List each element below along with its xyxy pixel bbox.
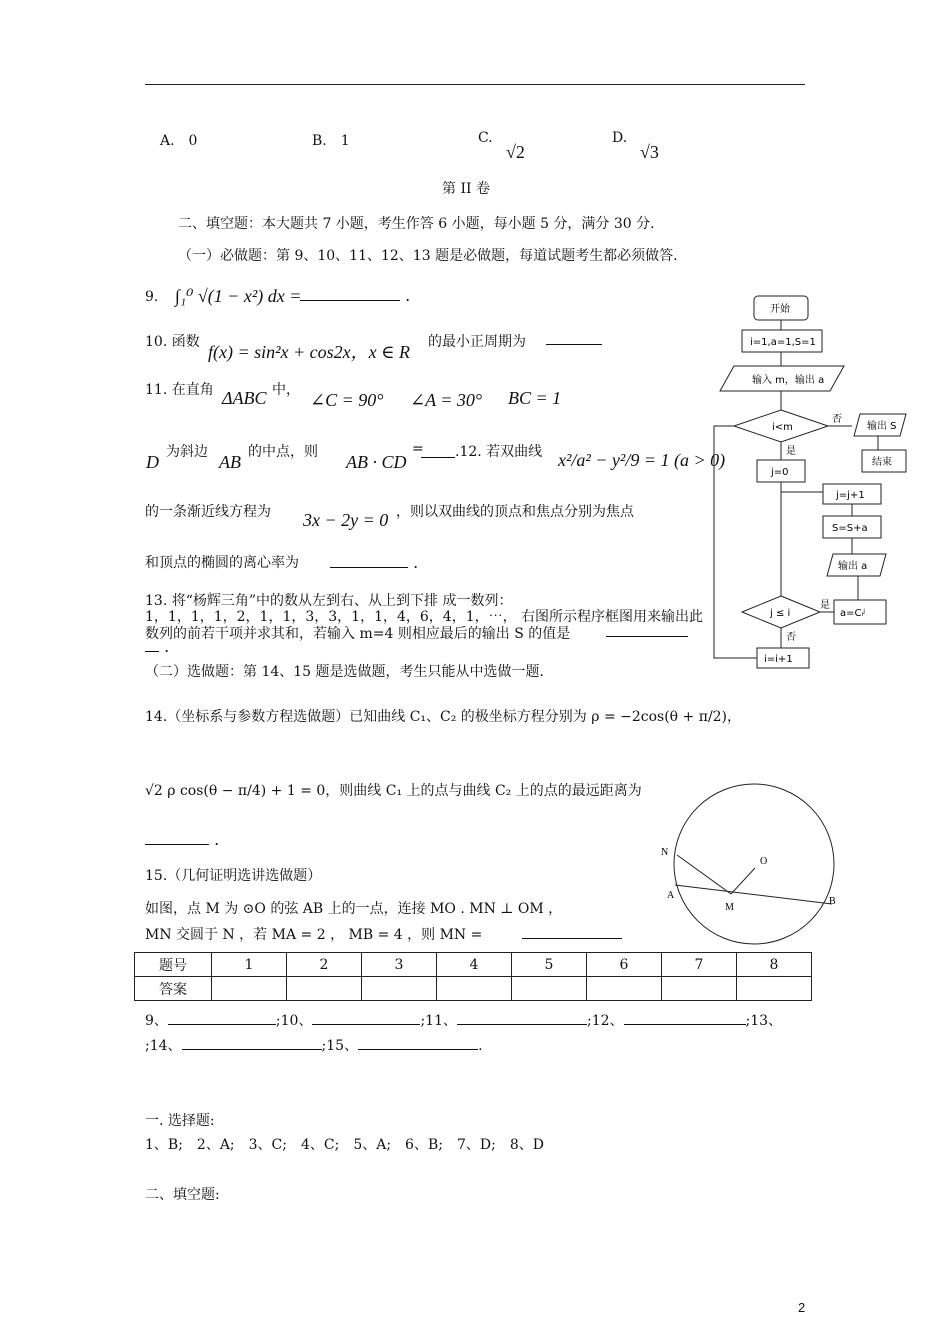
- choice-d-value: √3: [640, 142, 659, 162]
- label-n: N: [661, 847, 669, 858]
- chord-ab: [675, 885, 832, 904]
- fc-assign: a=Cᵢʲ: [840, 608, 866, 619]
- answer-cell[interactable]: [287, 977, 362, 1001]
- table-col: 8: [737, 953, 812, 977]
- q15-title: 15.（几何证明选讲选做题）: [145, 868, 322, 884]
- circle-diagram: [655, 780, 855, 950]
- q15-line2: MN 交圆于 N ，若 MA = 2 ， MB = 4 ，则 MN =: [145, 927, 483, 943]
- choice-b: B. 1: [312, 133, 350, 149]
- q11-blank: [421, 443, 455, 462]
- choice-c-value: √2: [506, 142, 525, 162]
- fc-init: i=1,a=1,S=1: [750, 337, 816, 348]
- q12-blank: .: [330, 553, 418, 572]
- q11-angle-a: ∠A = 30°: [410, 390, 483, 410]
- q11-vector: AB · CD: [346, 452, 407, 472]
- q11-ab: AB: [219, 452, 241, 472]
- q11-triangle: ΔABC: [222, 388, 267, 408]
- q15-blank: [522, 924, 622, 943]
- answer-cell[interactable]: [737, 977, 812, 1001]
- answer-table: [134, 952, 812, 1001]
- answer-cell[interactable]: [437, 977, 512, 1001]
- q9-number: 9.: [145, 289, 159, 305]
- answer-cell[interactable]: [587, 977, 662, 1001]
- answers-list: 1、B; 2、A; 3、C; 4、C; 5、A; 6、B; 7、D; 8、D: [145, 1137, 544, 1153]
- q11-d: D: [146, 452, 159, 472]
- choice-d-label: D.: [612, 130, 628, 146]
- q12-asymptote: 3x − 2y = 0: [303, 510, 389, 530]
- table-answer-row: [135, 977, 812, 1001]
- fc-out-a: 输出 a: [838, 561, 868, 572]
- fill-line-2: ;14、 ;15、 .: [145, 1035, 483, 1055]
- fc-no-2: 否: [786, 632, 796, 643]
- fc-input: 输入 m，输出 a: [752, 375, 825, 386]
- table-col: 1: [212, 953, 287, 977]
- fc-yes-2: 是: [820, 600, 830, 611]
- q14-line2: √2 ρ cos(θ − π/4) + 1 = 0，则曲线 C₁ 上的点与曲线 C₂ 上的点的最远距离为: [145, 783, 642, 799]
- fc-out-s: 输出 S: [867, 421, 897, 432]
- q11-mid: 中，: [272, 382, 300, 398]
- label-a: A: [667, 890, 675, 901]
- q12-prefix: .12. 若双曲线: [455, 444, 543, 460]
- q11-prefix: 11. 在直角: [145, 382, 214, 398]
- page-number: 2: [798, 1300, 806, 1315]
- table-col: 4: [437, 953, 512, 977]
- q12-text-c: 和顶点的椭圆的离心率为: [145, 555, 299, 571]
- choice-c-label: C.: [478, 130, 493, 146]
- table-header-row: [135, 953, 812, 977]
- segment-mo: [731, 868, 755, 894]
- fc-no-1: 否: [832, 414, 842, 425]
- fc-sum: S=S+a: [832, 523, 868, 534]
- fc-cond1: i<m: [772, 422, 793, 433]
- table-header-label: 题号: [135, 953, 212, 977]
- q9-expr: ∫₁⁰ √(1 − x²) dx =: [175, 286, 302, 306]
- top-rule: [145, 84, 805, 85]
- fc-iinc: i=i+1: [764, 654, 793, 665]
- q13-line1: 13. 将“杨辉三角”中的数从左到右、从上到下排 成一数列：: [145, 593, 513, 609]
- answer-cell[interactable]: [512, 977, 587, 1001]
- q11-eq: =: [412, 441, 424, 457]
- q10-expr: f(x) = sin²x + cos2x，x ∈ R: [208, 342, 410, 362]
- label-b: B: [829, 896, 836, 907]
- fc-jinc: j=j+1: [836, 490, 865, 501]
- fc-end: 结束: [872, 457, 892, 468]
- q9-blank: .: [300, 286, 410, 305]
- answer-cell[interactable]: [662, 977, 737, 1001]
- table-col: 3: [362, 953, 437, 977]
- answers-fill-title: 二、填空题:: [145, 1187, 220, 1203]
- fc-cond2: j ≤ i: [770, 608, 791, 619]
- fill-line-1: 9、 ;10、 ;11、 ;12、 ;13、: [145, 1010, 782, 1030]
- label-m: M: [725, 902, 734, 913]
- fc-j0: j=0: [771, 467, 789, 478]
- elective-intro: （二）选做题：第 14、15 题是选做题，考生只能从中选做一题.: [145, 664, 544, 680]
- q13-blank: [606, 622, 688, 641]
- required-intro: （一）必做题：第 9、10、11、12、13 题是必做题，每道试题考生都必须做答.: [178, 248, 678, 264]
- q12-text-a: 的一条渐近线方程为: [145, 504, 271, 520]
- q15-line1: 如图，点 M 为 ⊙O 的弦 AB 上的一点，连接 MO . MN ⊥ OM ，: [145, 901, 563, 917]
- q12-text-b: ，则以双曲线的顶点和焦点分别为焦点: [396, 504, 634, 520]
- part2-title: 第 II 卷: [442, 181, 490, 197]
- q10-prefix: 10. 函数: [145, 334, 200, 350]
- q10-suffix: 的最小正周期为: [428, 334, 526, 350]
- choice-a: A. 0: [160, 133, 198, 149]
- q11-angle-c: ∠C = 90°: [310, 390, 384, 410]
- fc-yes-1: 是: [786, 446, 796, 457]
- fill-intro: 二、填空题：本大题共 7 小题，考生作答 6 小题，每小题 5 分，满分 30 分.: [178, 216, 655, 232]
- answers-title: 一. 选择题:: [145, 1113, 215, 1129]
- circle-outline: [674, 784, 834, 944]
- answer-cell[interactable]: [212, 977, 287, 1001]
- table-answer-label: 答案: [135, 977, 212, 1001]
- q14-line1: 14.（坐标系与参数方程选做题）已知曲线 C₁、C₂ 的极坐标方程分别为 ρ = −2cos(θ + π/2)，: [145, 709, 742, 725]
- q10-blank: [546, 330, 602, 349]
- table-col: 7: [662, 953, 737, 977]
- table-col: 6: [587, 953, 662, 977]
- q14-blank: .: [145, 830, 219, 849]
- answer-cell[interactable]: [362, 977, 437, 1001]
- table-col: 5: [512, 953, 587, 977]
- q12-hyperbola: x²/a² − y²/9 = 1 (a > 0): [558, 450, 726, 470]
- fc-start: 开始: [770, 304, 790, 315]
- q11-text-b: 的中点，则: [248, 444, 318, 460]
- label-o: O: [760, 856, 768, 867]
- q13-line2: 1，1，1，1，2，1，1，3，3，1，1，4，6，4，1，⋯， 右图所示程序框图用来输出此: [145, 609, 704, 625]
- flowchart: [712, 290, 912, 670]
- q11-text-a: 为斜边: [166, 444, 208, 460]
- q11-bc: BC = 1: [508, 388, 562, 408]
- q13-blank-cont: .: [145, 637, 169, 656]
- q13-line3: 数列的前若干项并求其和，若输入 m=4 则相应最后的输出 S 的值是: [145, 626, 571, 642]
- table-col: 2: [287, 953, 362, 977]
